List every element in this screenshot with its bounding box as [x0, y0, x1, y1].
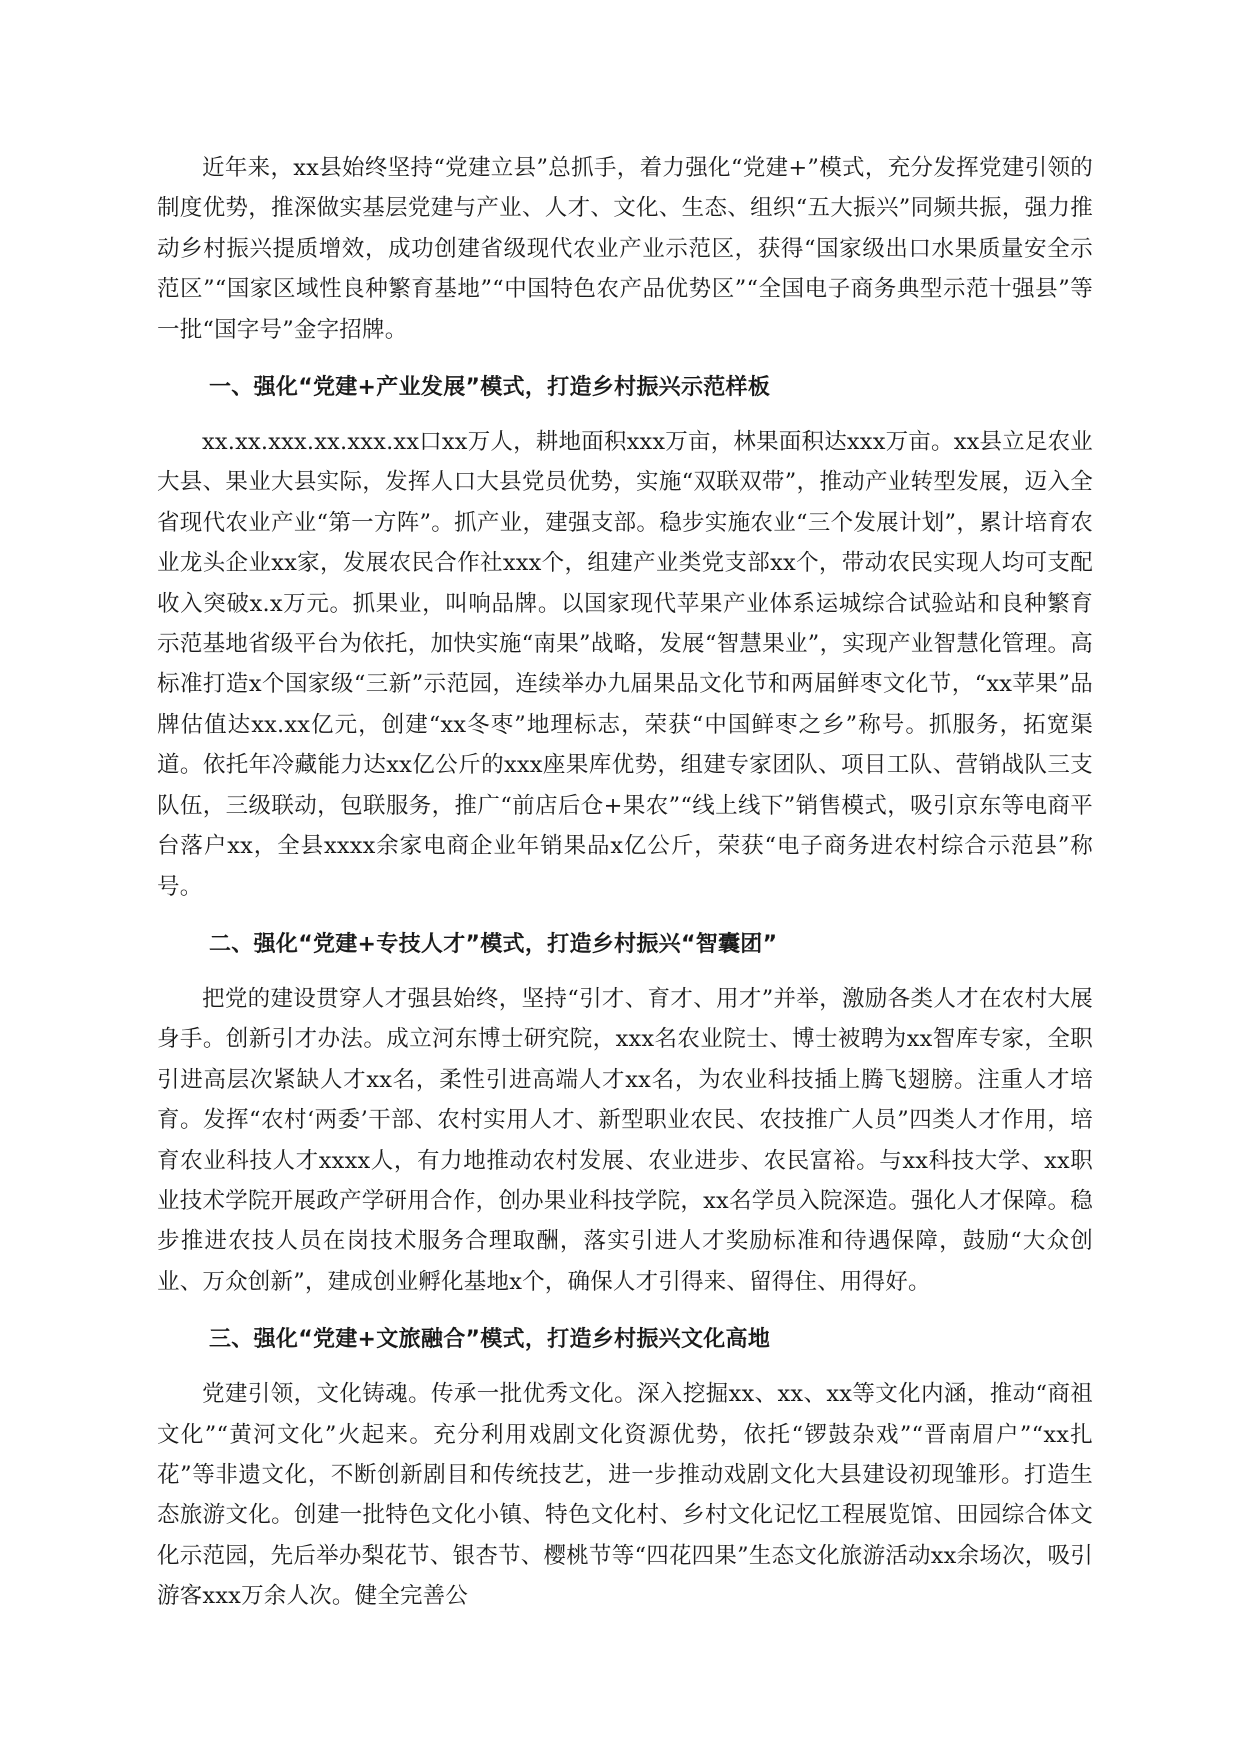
section-2-body: 把党的建设贯穿人才强县始终，坚持“引才、育才、用才”并举，激励各类人才在农村大展身手。创新引才办法。成立河东博士研究院，xxx名农业院士、博士被聘为xx智库专家，全职引进高层次紧缺人才xx名，柔性引进高端人才xx名，为农业科技插上腾飞翅膀。注重人才培育。发挥“农村‘两委’干部、农村实用人才、新型职业农民、农技推广人员”四类人才作用，培育农业科技人才xxxx人，有力地推动农村发展、农业进步、农民富裕。与xx科技大学、xx职业技术学院开展政产学研用合作，创办果业科技学院，xx名学员入院深造。强化人才保障。稳步推进农技人员在岗技术服务合理取酬，落实引进人才奖励标准和待遇保障，鼓励“大众创业、万众创新”，建成创业孵化基地x个，确保人才引得来、留得住、用得好。: [157, 985, 1093, 1295]
section-3-body: 党建引领，文化铸魂。传承一批优秀文化。深入挖掘xx、xx、xx等文化内涵，推动“商祖文化”“黄河文化”火起来。充分利用戏剧文化资源优势，依托“锣鼓杂戏”“晋南眉户”“xx扎花”等非遗文化，不断创新剧目和传统技艺，进一步推动戏剧文化大县建设初现雏形。打造生态旅游文化。创建一批特色文化小镇、特色文化村、乡村文化记忆工程展览馆、田园综合体文化示范园，先后举办梨花节、银杏节、樱桃节等“四花四果”生态文化旅游活动xx余场次，吸引游客xxx万余人次。健全完善公: [157, 1381, 1093, 1610]
section-3-heading: 三、强化“党建+文旅融合”模式，打造乡村振兴文化高地: [209, 1327, 771, 1353]
intro-paragraph: 近年来，xx县始终坚持“党建立县”总抓手，着力强化“党建+”模式，充分发挥党建引领的制度优势，推深做实基层党建与产业、人才、文化、生态、组织“五大振兴”同频共振，强力推动乡村振兴提质增效，成功创建省级现代农业产业示范区，获得“国家级出口水果质量安全示范区”“国家区域性良种繁育基地”“中国特色农产品优势区”“全国电子商务典型示范十强县”等一批“国字号”金字招牌。: [157, 155, 1093, 343]
section-1-heading: 一、强化“党建+产业发展”模式，打造乡村振兴示范样板: [209, 375, 771, 401]
section-1-body: xx.xx.xxx.xx.xxx.xx口xx万人，耕地面积xxx万亩，林果面积达xxx万亩。xx县立足农业大县、果业大县实际，发挥人口大县党员优势，实施“双联双带”，推动产业转型发展，迈入全省现代农业产业“第一方阵”。抓产业，建强支部。稳步实施农业“三个发展计划”，累计培育农业龙头企业xx家，发展农民合作社xxx个，组建产业类党支部xx个，带动农民实现人均可支配收入突破x.x万元。抓果业，叫响品牌。以国家现代苹果产业体系运城综合试验站和良种繁育示范基地省级平台为依托，加快实施“南果”战略，发展“智慧果业”，实现产业智慧化管理。高标准打造x个国家级“三新”示范园，连续举办九届果品文化节和两届鲜枣文化节，“xx苹果”品牌估值达xx.xx亿元，创建“xx冬枣”地理标志，荣获“中国鲜枣之乡”称号。抓服务，拓宽渠道。依托年冷藏能力达xx亿公斤的xxx座果库优势，组建专家团队、项目工队、营销战队三支队伍，三级联动，包联服务，推广“前店后仓+果农”“线上线下”销售模式，吸引京东等电商平台落户xx，全县xxxx余家电商企业年销果品x亿公斤，荣获“电子商务进农村综合示范县”称号。: [157, 429, 1093, 900]
document-page: [157, 148, 1093, 1617]
section-2-heading: 二、强化“党建+专技人才”模式，打造乡村振兴“智囊团”: [209, 931, 778, 957]
